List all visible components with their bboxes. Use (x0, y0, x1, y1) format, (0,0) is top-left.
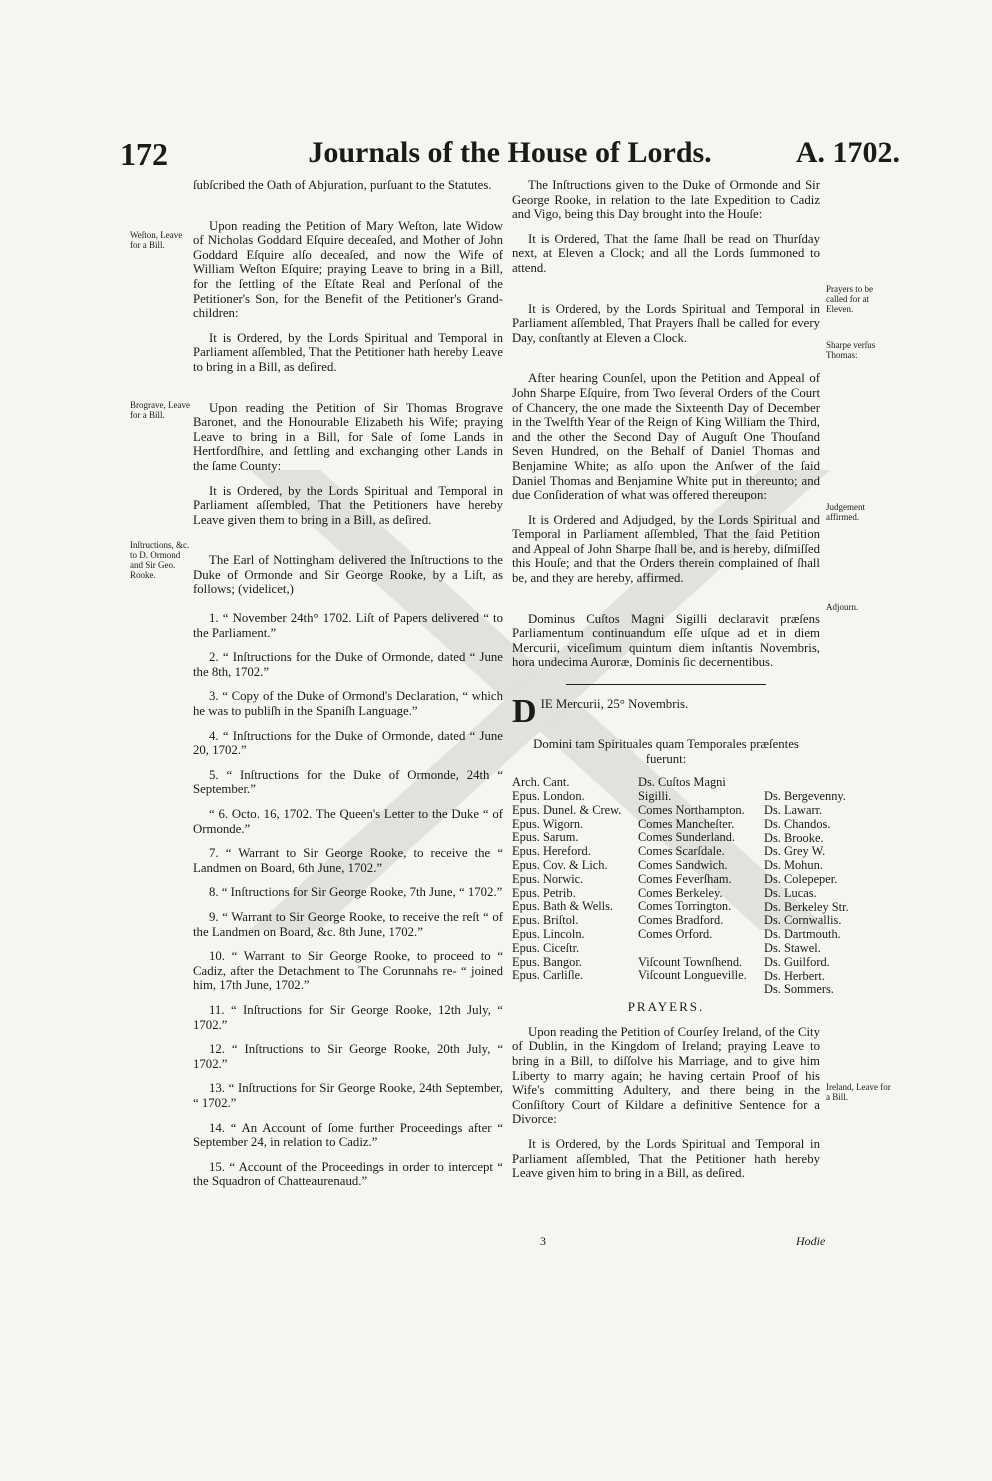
lord-entry: Epus. Ciceſtr. (512, 940, 580, 955)
lord-entry: Ds. Berkeley Str. (764, 899, 849, 914)
page-header (120, 136, 900, 176)
signature-mark: 3 (540, 1234, 546, 1248)
lord-entry: Epus. Norwic. (512, 871, 584, 886)
section-rule (566, 684, 766, 685)
lord-entry: Ds. Brooke. (764, 830, 824, 845)
paragraph: Upon reading the Petition of Mary Weſton, late Widow of Nicholas Goddard Eſquire deceaſed, and Mother of John Goddard Eſquire alſo deceaſed, and now the Wife of William Weſton Eſquire; praying Leave to bring in a Bill, for the ſettling of the Eſtate Real and Perſonal of the Petitioner's Son, for the Benefit of the Petitioner's Grand-children: (193, 218, 503, 321)
margin-note-weston: Weſton, Leave for a Bill. (130, 230, 183, 250)
list-item: 9. “ Warrant to Sir George Rooke, to receive the reſt “ of the Landmen on Board, &c. 8th June, 1702.” (193, 909, 503, 939)
paragraph: Upon reading the Petition of Courſey Ireland, of the City of Dublin, in the Kingdom of Ireland; praying Leave to bring in a Bill, to diſſolve his Marriage, and to give him Liberty to marry again; he having certain Proof of his Wife's committing Adultery, and there being in the Conſiſtory Court of Kildare a definitive Sentence for a Divorce: (512, 1024, 820, 1127)
lord-entry: Viſcount Longueville. (638, 968, 747, 983)
page-year: A. 1702. (795, 136, 900, 169)
lord-entry: Epus. London. (512, 789, 585, 804)
lord-entry: Epus. Petrib. (512, 885, 576, 900)
list-item: 8. “ Inſtructions for Sir George Rooke, 7th June, “ 1702.” (209, 885, 503, 900)
catchword: Hodie (796, 1234, 826, 1248)
lord-entry: Epus. Bangor. (512, 954, 582, 969)
list-item: 13. “ Inſtructions for Sir George Rooke, 24th September, “ 1702.” (193, 1081, 503, 1110)
paragraph: ſubſcribed the Oath of Abjuration, purſuant to the Statutes. (193, 178, 492, 192)
lord-entry: Ds. Herbert. (764, 968, 825, 983)
margin-note-sharpe: Sharpe verſus Thomas: (826, 340, 876, 360)
drop-cap: D (512, 693, 537, 731)
list-item: 11. “ Inſtructions for Sir George Rooke, 12th July, “ 1702.” (193, 1002, 503, 1032)
list-item: 12. “ Inſtructions to Sir George Rooke, 20th July, “ 1702.” (193, 1042, 503, 1071)
lords-column-3 (764, 790, 849, 997)
lord-entry: Comes Feverſham. (638, 871, 732, 886)
list-item: 15. “ Account of the Proceedings in order to intercept “ the Squadron of Chatteaurenaud.” (193, 1159, 503, 1189)
margin-note-brograve: Brograve, Leave for a Bill. (130, 400, 190, 420)
lord-entry: Comes Sandwich. (638, 858, 728, 872)
list-item: 4. “ Inſtructions for the Duke of Ormonde, dated “ June 20, 1702.” (193, 728, 503, 758)
lord-entry: Viſcount Townſhend. (638, 954, 743, 969)
lord-entry: Epus. Dunel. & Crew. (512, 802, 622, 817)
prayers-heading: PRAYERS. (627, 999, 705, 1015)
lords-column-2 (638, 776, 747, 983)
lord-entry: Comes Mancheſter. (638, 816, 735, 831)
lord-entry: Epus. Wigorn. (512, 816, 584, 831)
lords-present-list (512, 775, 849, 997)
left-column (193, 178, 503, 1199)
lord-entry: Comes Bradford. (638, 913, 724, 928)
day-heading (512, 693, 820, 731)
lord-entry: Ds. Grey W. (764, 844, 826, 859)
list-item: 7. “ Warrant to Sir George Rooke, to receive the “ Landmen on Board, 6th June, 1702.” (193, 846, 503, 875)
list-item: “ 6. Octo. 16, 1702. The Queen's Letter to the Duke “ of Ormonde.” (193, 807, 503, 836)
lord-entry: Epus. Sarum. (512, 830, 579, 845)
lord-entry: Comes Orford. (638, 926, 713, 941)
lord-entry: Ds. Cuſtos Magni (638, 775, 726, 790)
lord-entry: Comes Sunderland. (638, 830, 736, 845)
lord-entry: Epus. Carliſle. (512, 968, 584, 983)
lord-entry: Ds. Dartmouth. (764, 927, 841, 942)
margin-note-ireland: Ireland, Leave for a Bill. (826, 1082, 891, 1102)
running-title: Journals of the House of Lords. (308, 136, 712, 169)
lord-entry: Ds. Cornwallis. (764, 913, 842, 928)
lord-entry: Sigilli. (638, 789, 672, 804)
margin-note-judgement: Judgement affirmed. (826, 502, 865, 522)
list-item: 2. “ Inſtructions for the Duke of Ormonde, dated “ June the 8th, 1702.” (193, 650, 503, 679)
present-heading: Domini tam Spirituales quam Temporales præſentes fuerunt: (533, 737, 799, 766)
lord-entry: Arch. Cant. (512, 775, 570, 790)
list-item: 10. “ Warrant to Sir George Rooke, to proceed to “ Cadiz, after the Detachment to The Corunnahs re- “ joined him, 17th June, 1702.” (193, 949, 503, 993)
margin-note-instructions: Inſtructions, &c. to D. Ormond and Sir Geo. Rooke. (130, 540, 190, 580)
lord-entry: Ds. Guilford. (764, 954, 830, 969)
paragraph: After hearing Counſel, upon the Petition and Appeal of John Sharpe Eſquire, from Two ſeveral Orders of the Court of Chancery, the one made the Sixteenth Day of December in the Twelfth Year of the Reign of King William the Third, and the other the Second Day of Auguſt One Thouſand Seven Hundred, on the Behalf of Daniel Thomas and Benjamine White; as alſo upon the Anſwer of the ſaid Daniel Thomas and Benjamine White put in thereunto; and due Conſideration of what was offered thereupon: (512, 371, 820, 503)
lord-entry: Comes Berkeley. (638, 885, 723, 900)
lord-entry: Comes Scarſdale. (638, 844, 725, 859)
list-item: 14. “ An Account of ſome further Proceedings after “ September 24, in relation to Cadiz.” (193, 1120, 503, 1150)
lord-entry: Epus. Lincoln. (512, 926, 585, 941)
day-heading-text: IE Mercurii, 25° Novembris. (540, 697, 689, 712)
lord-entry: Ds. Lawarr. (764, 803, 823, 818)
lord-entry: Ds. Stawel. (764, 940, 821, 955)
paragraph: Upon reading the Petition of Sir Thomas Brograve Baronet, and the Honourable Elizabeth his Wife; praying Leave to bring in a Bill, for Sale of ſome Lands in Hertfordſhire, and ſettling and exchanging other Lands in the ſame County: (193, 400, 503, 473)
lord-entry: Ds. Bergevenny. (764, 789, 846, 804)
lord-entry: Epus. Bath & Wells. (512, 899, 613, 914)
lord-entry: Epus. Briſtol. (512, 913, 579, 928)
lord-entry (638, 942, 747, 956)
paragraph: It is Ordered, by the Lords Spiritual and Temporal in Parliament aſſembled, That Prayers ſhall be called for every Day, conſtantly at Eleven a Clock. (512, 301, 820, 345)
lord-entry: Ds. Lucas. (764, 885, 817, 900)
lord-entry: Comes Northampton. (638, 802, 745, 817)
paragraph: It is Ordered, by the Lords Spiritual and Temporal in Parliament aſſembled, That the Petitioners have hereby Leave given them to bring in a Bill, as deſired. (193, 483, 503, 527)
list-item: 3. “ Copy of the Duke of Ormond's Declaration, “ which he was to publiſh in the Spaniſh Language.” (193, 689, 503, 719)
lord-entry: Ds. Colepeper. (764, 872, 838, 886)
paragraph: It is Ordered and Adjudged, by the Lords Spiritual and Temporal in Parliament aſſembled, That the ſaid Petition and Appeal of John Sharpe ſhall be, and is hereby, diſmiſſed this Houſe; and that the Orders therein complained of ſhall be, and they are hereby, affirmed. (512, 512, 820, 586)
lord-entry: Epus. Hereford. (512, 844, 591, 859)
list-item: 5. “ Inſtructions for the Duke of Ormonde, 24th “ September.” (193, 767, 503, 797)
margin-note-adjourn: Adjourn. (826, 602, 859, 612)
margin-note-prayers: Prayers to be called for at Eleven. (826, 284, 873, 314)
lord-entry: Comes Torrington. (638, 899, 732, 914)
page-number: 172 (120, 136, 168, 172)
lord-entry: Epus. Cov. & Lich. (512, 858, 608, 872)
lord-entry: Ds. Sommers. (764, 982, 834, 997)
lord-entry: Ds. Mohun. (764, 858, 823, 873)
paragraph: Dominus Cuſtos Magni Sigilli declaravit præſens Parliamentum continuandum eſſe uſque ad et in diem Mercurii, viceſimum quintum diem inſtantis Novembris, hora undecima Auroræ, Dominis ſic decernentibus. (512, 611, 820, 670)
lords-column-1 (512, 776, 621, 983)
paragraph: It is Ordered, by the Lords Spiritual and Temporal in Parliament aſſembled, That the Petitioner hath hereby Leave given him to bring in a Bill, as deſired. (512, 1136, 820, 1181)
paragraph: The Inſtructions given to the Duke of Ormonde and Sir George Rooke, in relation to the late Expedition to Cadiz and Vigo, being this Day brought into the Houſe: (512, 178, 820, 222)
list-item: 1. “ November 24th° 1702. Liſt of Papers delivered “ to the Parliament.” (193, 611, 503, 640)
paragraph: It is Ordered, That the ſame ſhall be read on Thurſday next, at Eleven a Clock; and all the Lords ſummoned to attend. (512, 231, 820, 275)
lord-entry: Ds. Chandos. (764, 816, 831, 831)
paragraph: It is Ordered, by the Lords Spiritual and Temporal in Parliament aſſembled, That the Petitioner hath hereby Leave to bring in a Bill, as deſired. (193, 330, 503, 374)
paragraph: The Earl of Nottingham delivered the Inſtructions to the Duke of Ormonde and Sir George Rooke, by a Liſt, as follows; (videlicet,) (193, 553, 503, 597)
